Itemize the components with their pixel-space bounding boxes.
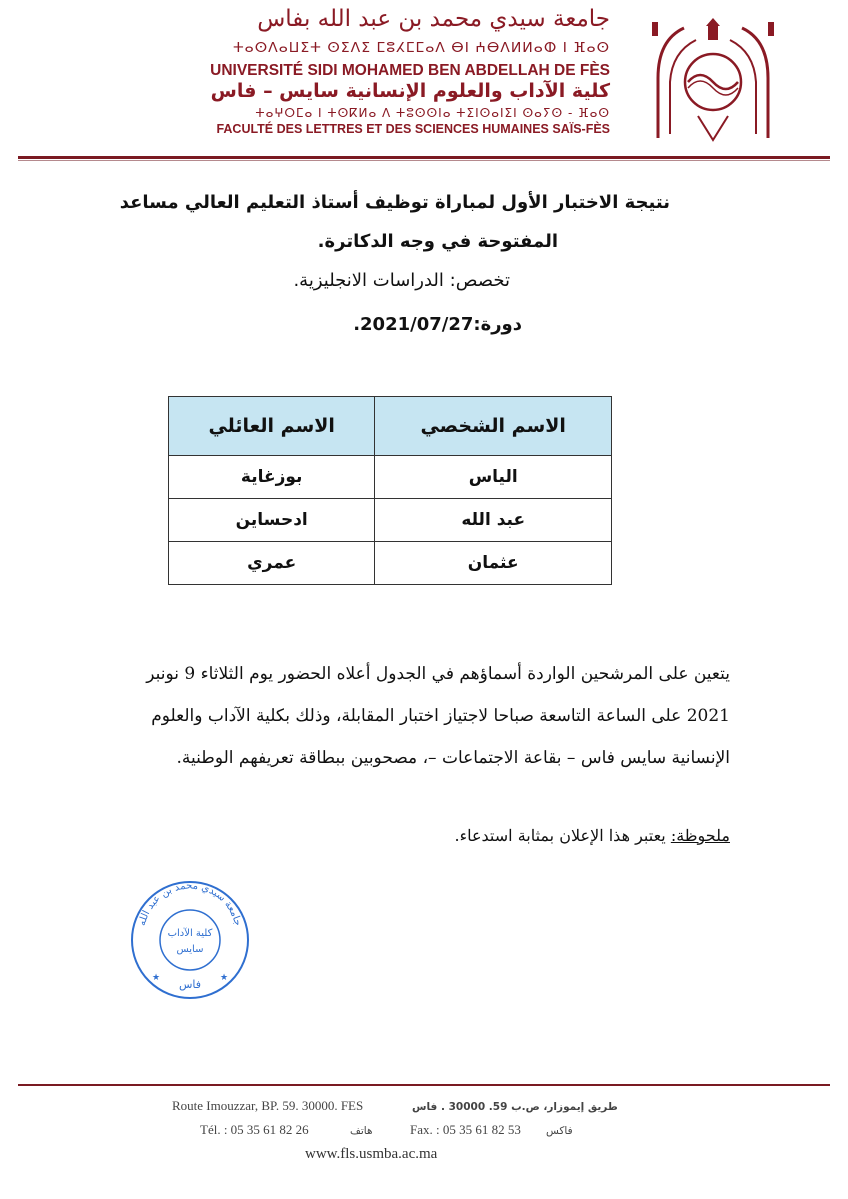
note — [455, 826, 731, 845]
university-name-fr: UNIVERSITÉ SIDI MOHAMED BEN ABDELLAH DE FÈS — [210, 62, 610, 79]
footer-address-ar: طريق إيموزار، ص.ب 59. 30000 . فاس — [412, 1101, 618, 1113]
logo-left-tower — [652, 22, 658, 36]
logo-right-tower — [768, 22, 774, 36]
cell-last-name: عمري — [169, 542, 375, 585]
footer-divider — [18, 1084, 830, 1086]
faculty-name-ar: كلية الآداب والعلوم الإنسانية سايس – فاس — [210, 80, 610, 102]
footer-tel-ar: هاتف — [350, 1125, 373, 1137]
table-row — [169, 542, 612, 585]
faculty-stamp — [128, 878, 252, 1002]
table-header-row — [169, 397, 612, 456]
stamp-star-icon: ★ — [152, 973, 161, 983]
cell-last-name: بوزغاية — [169, 456, 375, 499]
stamp-ring-text: جامعة سيدي محمد بن عبد الله — [136, 880, 244, 927]
footer-tel: Tél. : 05 35 61 82 26 — [200, 1122, 309, 1137]
body-line-3: الإنسانية سايس فاس – بقاعة الاجتماعات –، مصحوبين ببطاقة تعريفهم الوطنية. — [176, 748, 730, 768]
header-divider — [18, 156, 830, 159]
session-date: دورة:2021/07/27. — [353, 314, 522, 335]
table-row — [169, 456, 612, 499]
body-line-2: 2021 على الساعة التاسعة صباحا لاجتياز اختبار المقابلة، وذلك بكلية الآداب والعلوم — [151, 706, 730, 726]
cell-first-name: عبد الله — [375, 499, 612, 542]
stamp-center-line-1: كلية الآداب — [167, 928, 213, 939]
table-row — [169, 499, 612, 542]
cell-first-name: الياس — [375, 456, 612, 499]
stamp-inner-ring — [160, 910, 220, 970]
university-logo — [648, 18, 778, 146]
stamp-bottom-text: فاس — [178, 978, 202, 991]
faculty-name-tifinagh: ⵜⴰⵖⵔⵎⴰ ⵏ ⵜⵙⴽⵍⴰ ⴷ ⵜⵓⵙⵙⵏⴰ ⵜⵉⵏⵙⴰⵏⵉⵏ ⵙⴰⵢⵙ - ⴼⴰⵙ — [255, 106, 610, 120]
footer-fax: Fax. : 05 35 61 82 53 — [410, 1122, 521, 1137]
footer-fax-ar: فاكس — [546, 1125, 573, 1137]
body-line-1: يتعين على المرشحين الواردة أسماؤهم في الجدول أعلاه الحضور يوم الثلاثاء 9 نونبر — [146, 664, 730, 684]
candidates-table — [168, 396, 612, 585]
stamp-star-icon: ★ — [220, 973, 229, 983]
header-last-name: الاسم العائلي — [169, 397, 375, 456]
header-first-name: الاسم الشخصي — [375, 397, 612, 456]
note-text: يعتبر هذا الإعلان بمثابة استدعاء. — [454, 826, 671, 845]
university-name-ar: جامعة سيدي محمد بن عبد الله بفاس — [257, 6, 610, 32]
cell-first-name: عثمان — [375, 542, 612, 585]
specialty-line: تخصص: الدراسات الانجليزية. — [293, 270, 510, 291]
title-line-1: نتيجة الاختبار الأول لمباراة توظيف أستاذ التعليم العالي مساعد — [119, 192, 670, 213]
header-divider-thin — [18, 160, 830, 161]
footer-address-fr: Route Imouzzar, BP. 59. 30000. FES — [172, 1098, 364, 1113]
title-line-2: المفتوحة في وجه الدكاترة. — [317, 231, 558, 252]
faculty-name-fr: FACULTÉ DES LETTRES ET DES SCIENCES HUMAINES SAÏS-FÈS — [216, 122, 610, 136]
stamp-center-line-2: سايس — [176, 944, 204, 955]
note-label: ملحوظة: — [670, 826, 730, 845]
footer-website: www.fls.usmba.ac.ma — [305, 1146, 438, 1162]
cell-last-name: ادحساين — [169, 499, 375, 542]
university-name-tifinagh: ⵜⴰⵙⴷⴰⵡⵉⵜ ⵙⵉⴷⵉ ⵎⵓⵃⵎⵎⴰⴷ ⴱⵏ ⵄⴱⴷⵍⵍⴰⵀ ⵏ ⴼⴰⵙ — [232, 40, 610, 56]
